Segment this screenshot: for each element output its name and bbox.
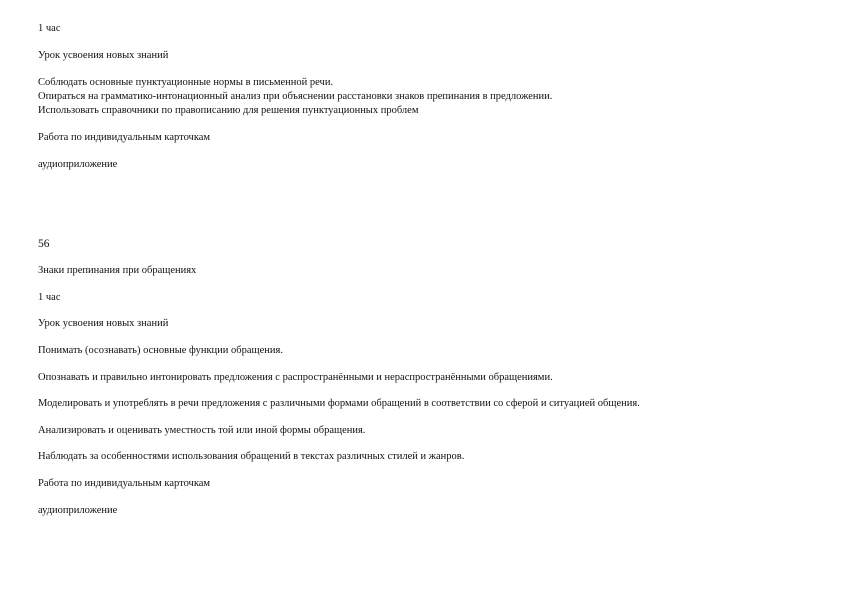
block2-number: 56 xyxy=(38,238,50,250)
block2-lesson-type: Урок усвоения новых знаний xyxy=(38,318,169,329)
block2-duration: 1 час xyxy=(38,292,61,303)
block1-control: Работа по индивидуальным карточкам xyxy=(38,132,211,143)
block1-materials: аудиоприложение xyxy=(38,159,118,170)
block2-control: Работа по индивидуальным карточкам xyxy=(38,478,211,489)
block2-materials: аудиоприложение xyxy=(38,505,118,516)
block2-goal: Анализировать и оценивать уместность той или иной формы обращения. xyxy=(38,425,366,436)
block2-goal: Понимать (осознавать) основные функции обращения. xyxy=(38,345,283,356)
block1-goal: Использовать справочники по правописанию для решения пунктуационных проблем xyxy=(38,105,419,116)
block2-goal: Опознавать и правильно интонировать предложения с распространёнными и нераспространёнными обращениями. xyxy=(38,372,553,383)
block2-goal: Наблюдать за особенностями использования обращений в текстах различных стилей и жанров. xyxy=(38,451,465,462)
block2-topic: Знаки препинания при обращениях xyxy=(38,265,197,276)
block2-goal: Моделировать и употреблять в речи предложения с различными формами обращений в соответствии со сферой и ситуацией общения. xyxy=(38,398,640,409)
block1-lesson-type: Урок усвоения новых знаний xyxy=(38,50,169,61)
block1-goal: Соблюдать основные пунктуационные нормы в письменной речи. xyxy=(38,77,334,88)
block1-duration: 1 час xyxy=(38,23,61,34)
block1-goal: Опираться на грамматико-интонационный анализ при объяснении расстановки знаков препинания в предложении. xyxy=(38,91,553,102)
